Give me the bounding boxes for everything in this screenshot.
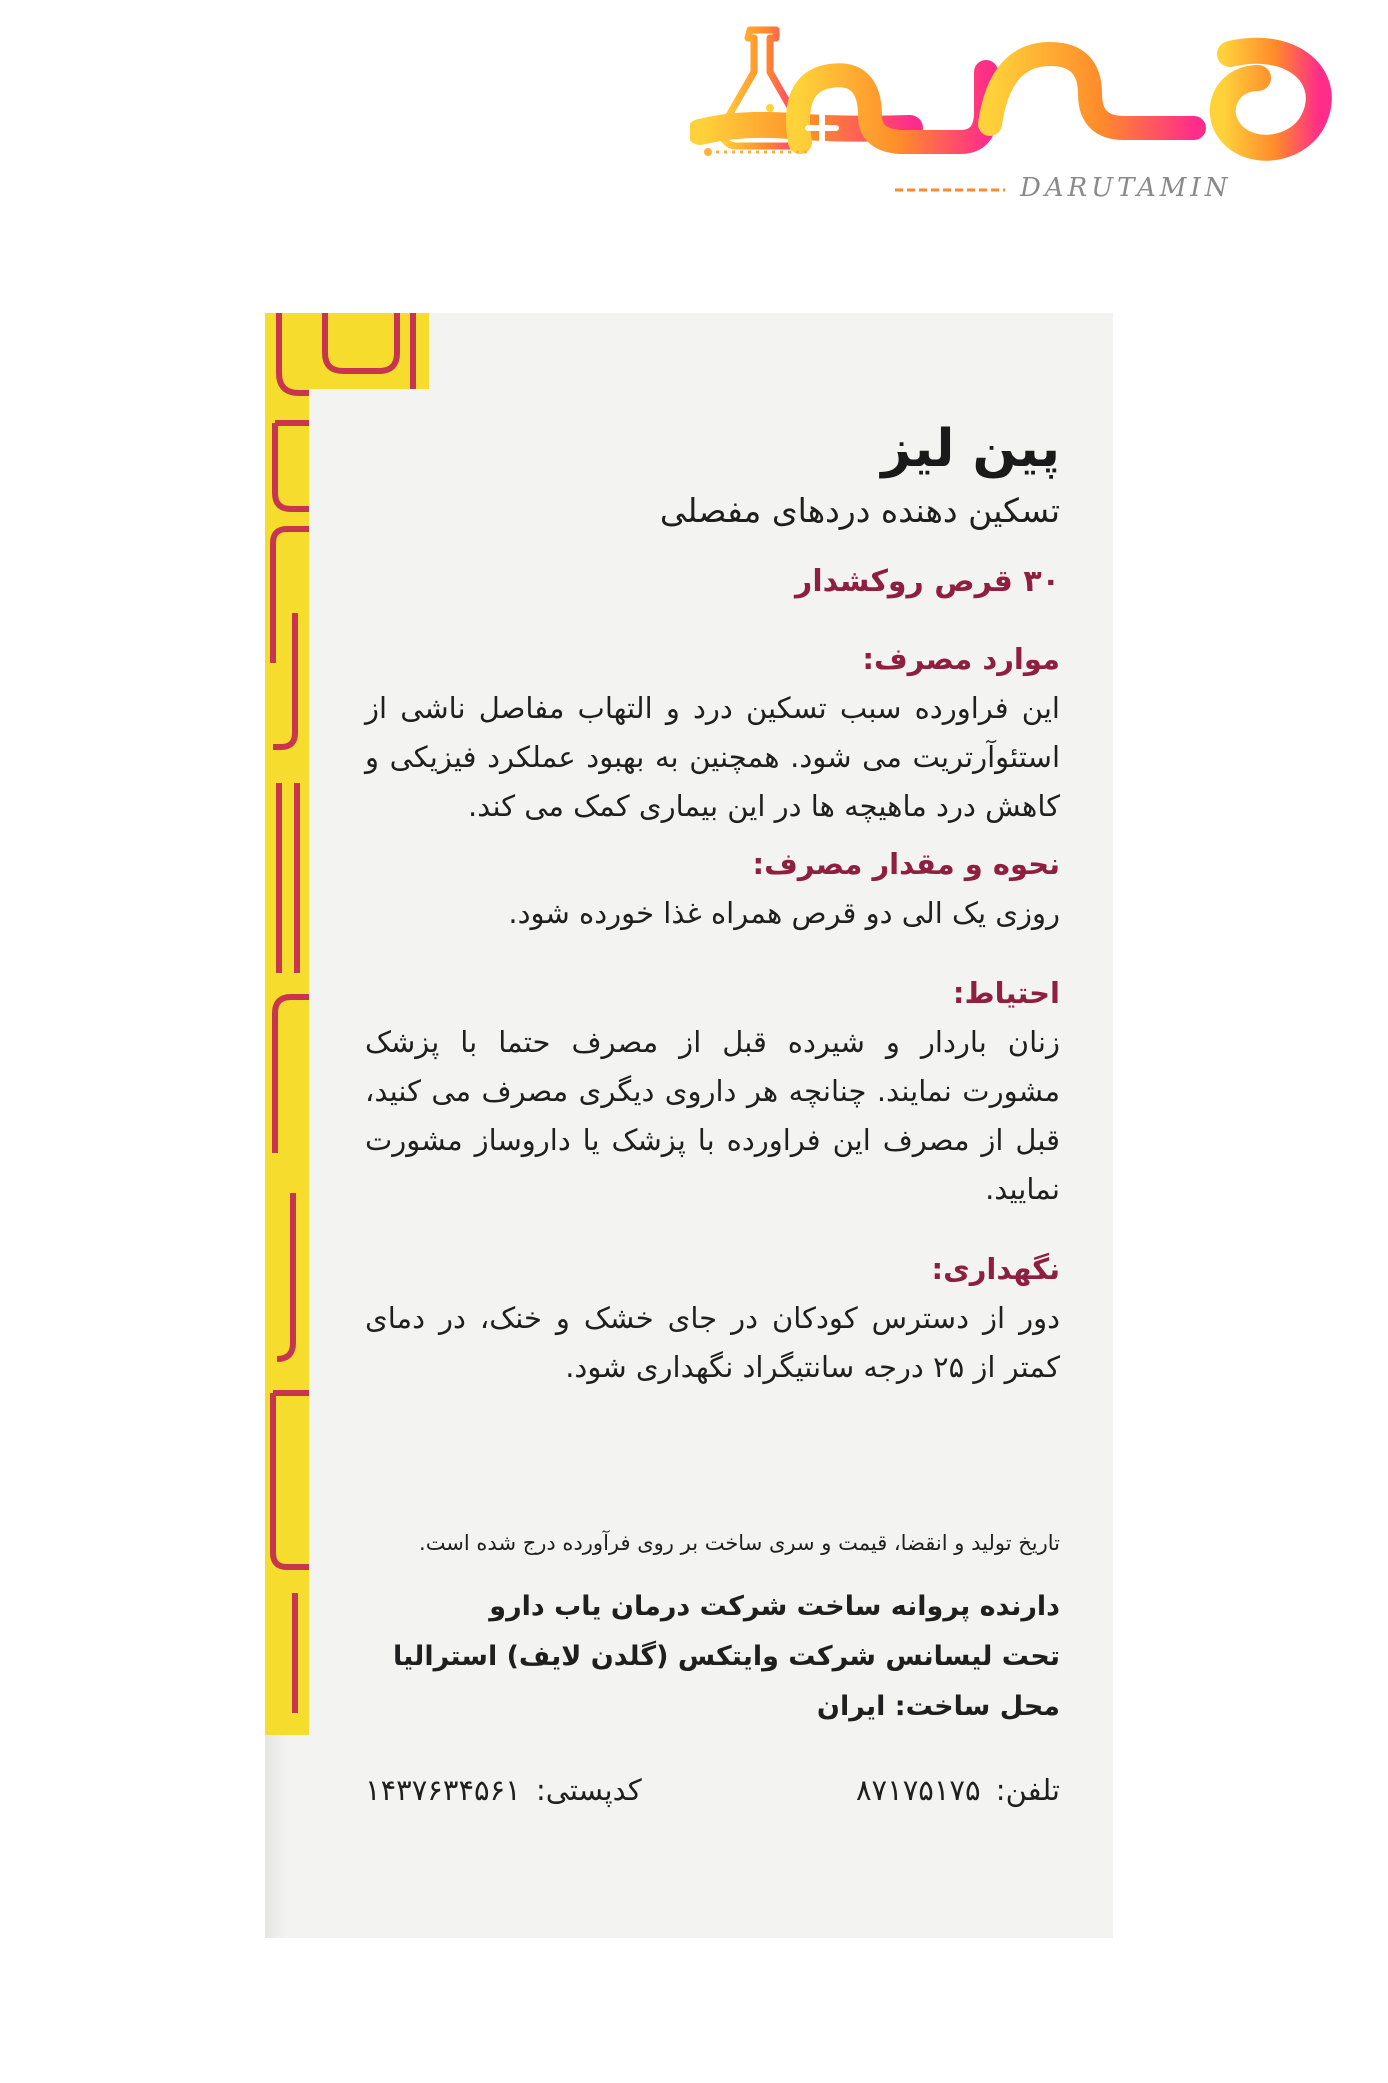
box-top-flap [309,313,429,389]
phone-label: تلفن: [995,1773,1060,1807]
section-heading-dosage: نحوه و مقدار مصرف: [752,847,1060,881]
section-text-caution: زنان باردار و شیرده قبل از مصرف حتما با پزشک مشورت نمایند. چنانچه هر داروی دیگری مصرف می کنید، قبل از مصرف این فراورده با پزشک یا داروساز مشورت نمایید. [365,1025,1060,1206]
license-line: تحت لیسانس شرکت وایتکس (گلدن لایف) استرالیا [393,1641,1060,1672]
manufacturer-info [365,1582,1060,1732]
section-text-indications: این فراورده سبب تسکین درد و التهاب مفاصل ناشی از استئوآرتریت می شود. همچنین به بهبود عملکرد فیزیکی و کاهش درد ماهیچه ها در این بیماری کمک می کند. [365,691,1060,823]
product-name: پین لیز [881,419,1060,479]
section-heading-caution: احتیاط: [952,976,1060,1010]
section-text-storage: دور از دسترس کودکان در جای خشک و خنک، در دمای کمتر از ۲۵ درجه سانتیگراد نگهداری شود. [365,1301,1060,1384]
contact-row [365,1768,1060,1812]
darutamin-logo [690,24,1350,214]
box-text [365,418,1060,1812]
box-side-flap [265,313,309,1735]
license-holder: دارنده پروانه ساخت شرکت درمان یاب دارو [489,1591,1060,1622]
section-text-dosage: روزی یک الی دو قرص همراه غذا خورده شود. [508,896,1060,930]
tablet-count: ۳۰ قرص روکشدار [795,564,1060,599]
phone-number: ۸۷۱۷۵۱۷۵ [855,1773,981,1807]
origin-line: محل ساخت: ایران [816,1691,1060,1722]
postal-number: ۱۴۳۷۶۳۴۵۶۱ [365,1773,521,1807]
postal-label: کدپستی: [535,1773,642,1807]
production-note: تاریخ تولید و انقضا، قیمت و سری ساخت بر روی فرآورده درج شده است. [419,1531,1060,1555]
section-heading-storage: نگهداری: [931,1252,1060,1286]
svg-text:DARUTAMIN: DARUTAMIN [1020,173,1232,203]
phone [856,1768,1060,1812]
product-subtitle: تسکین دهنده دردهای مفصلی [659,491,1060,530]
postal-code [365,1768,642,1812]
section-heading-indications: موارد مصرف: [862,642,1060,676]
